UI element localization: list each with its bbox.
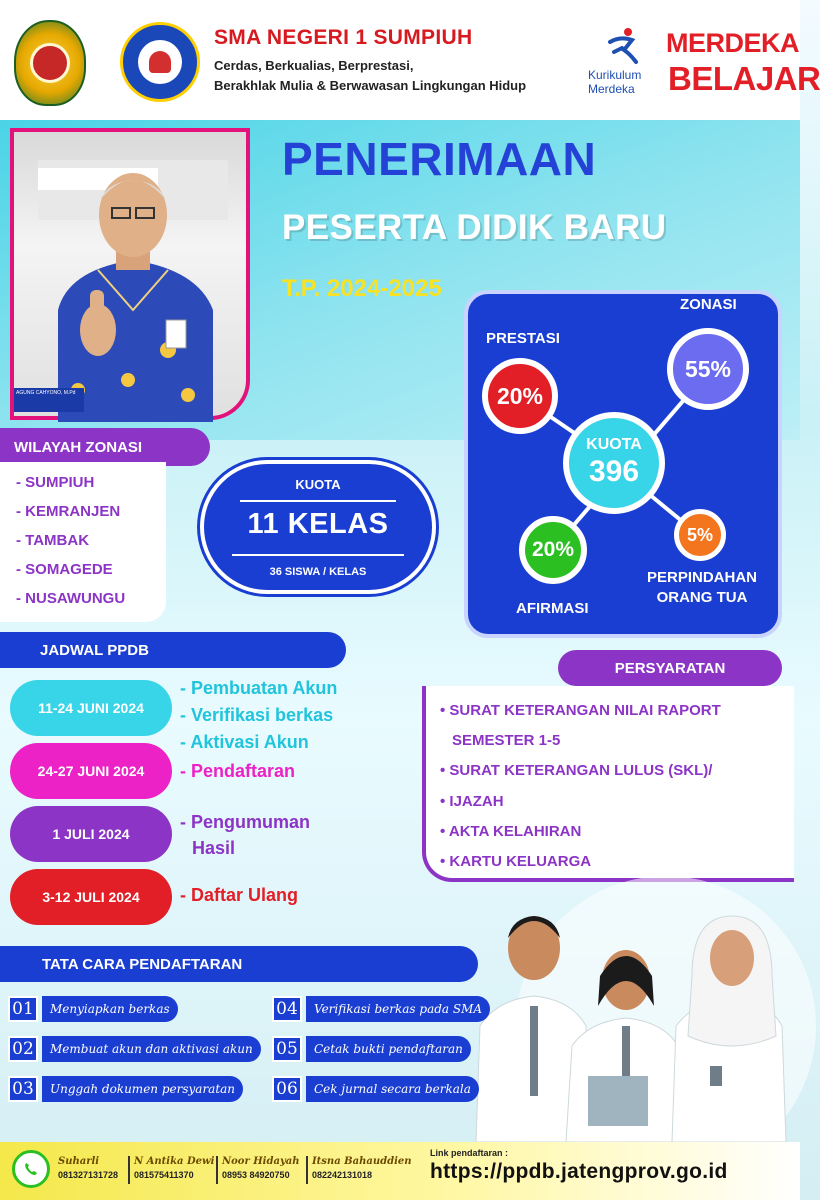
zonasi-circle: 55%	[667, 328, 749, 410]
tata-cara-step	[272, 996, 490, 1022]
belajar-text: BELAJAR	[668, 60, 820, 97]
kuota-kelas-sub: 36 SISWA / KELAS	[269, 566, 367, 578]
perpindahan-circle: 5%	[674, 509, 726, 561]
tata-cara-step	[272, 1036, 471, 1062]
title-penerimaan: PENERIMAAN	[282, 133, 597, 185]
step-number: 04	[272, 996, 302, 1022]
tata-cara-step	[8, 996, 178, 1022]
zonasi-item: - TAMBAK	[16, 532, 90, 549]
afirmasi-circle: 20%	[519, 516, 587, 584]
students-photo-icon	[476, 896, 800, 1142]
zonasi-item: - NUSAWUNGU	[16, 590, 126, 607]
contact-antika	[134, 1156, 214, 1180]
school-motto-line2: Berakhlak Mulia & Berwawasan Lingkungan Hidup	[214, 78, 527, 93]
jadwal-activity: - Pembuatan Akun	[180, 678, 338, 698]
zonasi-label: ZONASI	[680, 296, 737, 313]
principal-photo	[10, 128, 250, 420]
jadwal-ppdb-header: JADWAL PPDB	[0, 632, 346, 668]
persyaratan-item: • AKTA KELAHIRAN	[440, 823, 582, 840]
kurikulum-line2: Merdeka	[588, 82, 635, 96]
prestasi-label: PRESTASI	[486, 330, 560, 347]
step-label: Unggah dokumen persyaratan	[42, 1076, 243, 1102]
kuota-total-circle	[563, 412, 665, 514]
contact-name: Itsna Bahauddien	[312, 1156, 412, 1167]
jadwal-activity: - Pengumuman	[180, 812, 311, 832]
jadwal-date-pill: 11-24 JUNI 2024	[10, 680, 172, 736]
zonasi-item: - SUMPIUH	[16, 474, 95, 491]
persyaratan-item: • IJAZAH	[440, 793, 504, 810]
persyaratan-item: • SURAT KETERANGAN NILAI RAPORT	[440, 702, 721, 719]
tata-cara-header: TATA CARA PENDAFTARAN	[0, 946, 478, 982]
whatsapp-icon	[12, 1150, 50, 1188]
regency-emblem-icon	[14, 20, 86, 106]
school-logo-icon	[120, 22, 200, 102]
kurikulum-line1: Kurikulum	[588, 68, 642, 82]
contact-noor	[222, 1156, 300, 1180]
zonasi-item: - KEMRANJEN	[16, 503, 121, 520]
afirmasi-label: AFIRMASI	[516, 600, 589, 617]
step-number: 01	[8, 996, 38, 1022]
title-tahun-pelajaran: T.P. 2024-2025	[282, 275, 442, 302]
contact-separator	[128, 1156, 130, 1184]
contact-name: Noor Hidayah	[222, 1156, 300, 1167]
step-number: 05	[272, 1036, 302, 1062]
persyaratan-header: PERSYARATAN	[558, 650, 782, 686]
step-label: Membuat akun dan aktivasi akun	[42, 1036, 261, 1062]
step-number: 02	[8, 1036, 38, 1062]
contact-phone: 082242131018	[312, 1170, 373, 1180]
persyaratan-item: SEMESTER 1-5	[452, 732, 561, 749]
wilayah-zonasi-header: WILAYAH ZONASI	[0, 428, 210, 466]
contact-phone: 08953 84920750	[222, 1170, 290, 1180]
jadwal-date-pill: 3-12 JULI 2024	[10, 869, 172, 925]
kurikulum-label	[588, 68, 641, 96]
jadwal-date-pill: 1 JULI 2024	[10, 806, 172, 862]
jadwal-activity: - Daftar Ulang	[180, 885, 299, 905]
registration-link[interactable]: https://ppdb.jatengprov.go.id	[430, 1160, 728, 1183]
prestasi-circle: 20%	[482, 358, 558, 434]
title-peserta-didik-baru: PESERTA DIDIK BARU	[282, 208, 667, 247]
step-number: 06	[272, 1076, 302, 1102]
merdeka-text: MERDEKA	[666, 28, 800, 58]
jadwal-activity: - Aktivasi Akun	[180, 732, 309, 752]
kuota-kelas-label: KUOTA	[295, 477, 341, 492]
step-label: Menyiapkan berkas	[42, 996, 178, 1022]
step-label: Cetak bukti pendaftaran	[306, 1036, 471, 1062]
photo-caption: AGUNG CAHYONO, M.Pd	[14, 388, 84, 412]
principal-figure-icon	[38, 160, 228, 422]
contact-suharli	[58, 1156, 118, 1180]
perpindahan-label	[636, 568, 768, 608]
contact-separator	[306, 1156, 308, 1184]
contact-phone: 081327131728	[58, 1170, 119, 1180]
tata-cara-step	[272, 1076, 479, 1102]
link-label: Link pendaftaran :	[430, 1148, 509, 1158]
kuota-divider-top	[240, 500, 396, 502]
kurikulum-merdeka-icon	[606, 26, 640, 66]
jadwal-activity: - Verifikasi berkas	[180, 705, 334, 725]
jadwal-activity: Hasil	[192, 838, 236, 858]
kuota-total-value: 396	[588, 455, 640, 488]
contact-separator	[216, 1156, 218, 1184]
step-label: Cek jurnal secara berkala	[306, 1076, 479, 1102]
tata-cara-step	[8, 1036, 261, 1062]
contact-itsna	[312, 1156, 412, 1180]
jadwal-date-pill: 24-27 JUNI 2024	[10, 743, 172, 799]
step-label: Verifikasi berkas pada SMA	[306, 996, 490, 1022]
perpindahan-label-line1: PERPINDAHAN	[646, 569, 757, 586]
kuota-total-label: KUOTA	[586, 436, 642, 453]
school-name: SMA NEGERI 1 SUMPIUH	[214, 26, 473, 49]
contact-phone: 081575411370	[134, 1170, 194, 1180]
contact-name: N Antika Dewi	[134, 1156, 215, 1167]
tata-cara-step	[8, 1076, 243, 1102]
zonasi-item: - SOMAGEDE	[16, 561, 113, 578]
jadwal-activity: - Pendaftaran	[180, 761, 296, 781]
kuota-divider-bottom	[232, 554, 404, 556]
kuota-kelas-value: 11 KELAS	[247, 508, 389, 540]
persyaratan-item: • KARTU KELUARGA	[440, 853, 592, 870]
contact-name: Suharli	[58, 1156, 100, 1167]
school-motto-line1: Cerdas, Berkualias, Berprestasi,	[214, 58, 414, 73]
persyaratan-item: • SURAT KETERANGAN LULUS (SKL)/	[440, 762, 713, 779]
perpindahan-label-line2: ORANG TUA	[656, 589, 748, 606]
step-number: 03	[8, 1076, 38, 1102]
